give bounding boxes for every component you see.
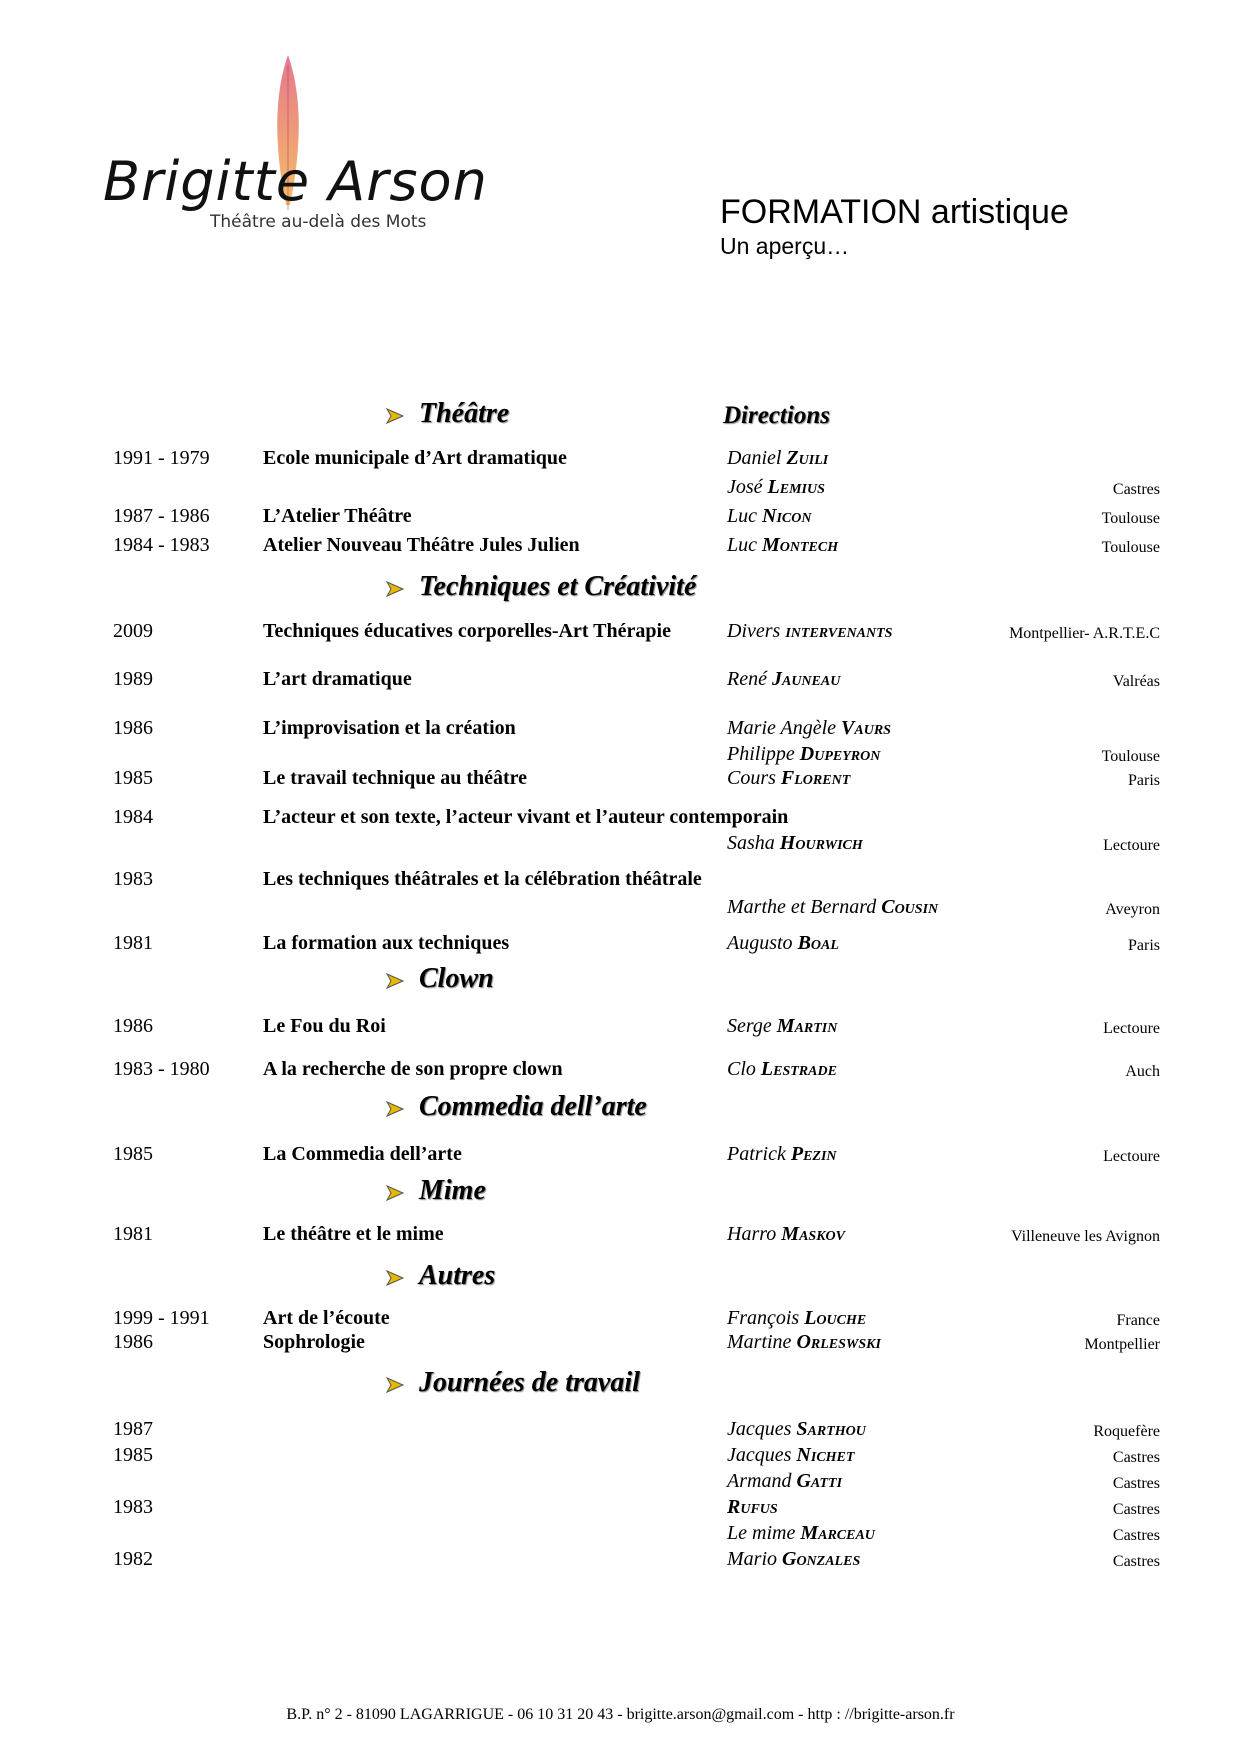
entry-course: Ecole municipale d’Art dramatique: [263, 447, 567, 469]
entry-director: Luc Nicon: [727, 505, 812, 527]
entry-place: Lectoure: [1103, 837, 1160, 854]
entry-place: Lectoure: [1103, 1020, 1160, 1037]
entry-director: Armand Gatti: [727, 1470, 843, 1492]
entry-director: Divers intervenants: [727, 620, 893, 642]
entry-year: 1983 - 1980: [113, 1058, 210, 1080]
entry-place: Paris: [1128, 772, 1160, 789]
section-heading-commedia: Commedia dell’arte: [385, 1091, 647, 1127]
entry-director: Augusto Boal: [727, 932, 839, 954]
entry-course: Atelier Nouveau Théâtre Jules Julien: [263, 534, 580, 556]
entry-director: Serge Martin: [727, 1015, 838, 1037]
entry-place: Castres: [1112, 1501, 1160, 1518]
entry-place: Toulouse: [1101, 539, 1160, 556]
entry-year: 1984 - 1983: [113, 534, 210, 556]
entry-place: Villeneuve les Avignon: [1011, 1228, 1160, 1245]
entry-year: 1989: [113, 668, 153, 690]
entry-year: 1986: [113, 1331, 153, 1353]
entry-director: Marie Angèle Vaurs: [727, 717, 891, 739]
entry-place: Lectoure: [1103, 1148, 1160, 1165]
entry-course: La Commedia dell’arte: [263, 1143, 462, 1165]
entry-director: Rufus: [727, 1496, 778, 1518]
entry-year: 1983: [113, 868, 153, 890]
entry-director: Marthe et Bernard Cousin: [727, 896, 939, 918]
arrow-bullet-icon: [385, 1179, 419, 1211]
entry-course: A la recherche de son propre clown: [263, 1058, 563, 1080]
entry-place: Auch: [1125, 1063, 1160, 1080]
section-heading-techniques: Techniques et Créativité: [385, 571, 696, 607]
entry-course: L’acteur et son texte, l’acteur vivant et l’auteur contemporain: [263, 806, 789, 828]
entry-year: 1985: [113, 1444, 153, 1466]
entry-year: 1986: [113, 1015, 153, 1037]
entry-director: François Louche: [727, 1307, 867, 1329]
logo-name: Brigitte Arson: [103, 150, 488, 213]
entry-place: Castres: [1112, 1475, 1160, 1492]
entry-year: 2009: [113, 620, 153, 642]
entry-director: Sasha Hourwich: [727, 832, 863, 854]
entry-place: France: [1116, 1312, 1160, 1329]
entry-year: 1999 - 1991: [113, 1307, 210, 1329]
arrow-bullet-icon: [385, 402, 419, 434]
entry-place: Valréas: [1112, 673, 1160, 690]
entry-place: Castres: [1112, 1553, 1160, 1570]
entry-director: René Jauneau: [727, 668, 841, 690]
section-heading-journees: Journées de travail: [385, 1367, 640, 1403]
entry-course: Le travail technique au théâtre: [263, 767, 528, 789]
entry-year: 1987: [113, 1418, 153, 1440]
directions-heading: Directions: [723, 402, 830, 429]
entry-place: Castres: [1112, 1527, 1160, 1544]
entry-course: Les techniques théâtrales et la célébration théâtrale: [263, 868, 702, 890]
entry-director: Philippe Dupeyron: [727, 743, 881, 765]
entry-course: L’Atelier Théâtre: [263, 505, 412, 527]
footer-contact: B.P. n° 2 - 81090 LAGARRIGUE - 06 10 31 20 43 - brigitte.arson@gmail.com - http : //brigitte-arson.fr: [286, 1706, 955, 1723]
entry-place: Montpellier: [1084, 1336, 1160, 1353]
entry-director: Daniel Zuili: [727, 447, 829, 469]
entry-course: Techniques éducatives corporelles-Art Thérapie: [263, 620, 671, 642]
section-heading-mime: Mime: [385, 1175, 486, 1211]
entry-course: Le Fou du Roi: [263, 1015, 386, 1037]
entry-year: 1982: [113, 1548, 153, 1570]
entry-place: Aveyron: [1105, 901, 1160, 918]
entry-director: Jacques Sarthou: [727, 1418, 866, 1440]
page-title: FORMATION artistique: [720, 193, 1069, 231]
entry-place: Roquefère: [1093, 1423, 1160, 1440]
entry-place: Castres: [1112, 1449, 1160, 1466]
entry-year: 1991 - 1979: [113, 447, 210, 469]
arrow-bullet-icon: [385, 967, 419, 999]
entry-director: Patrick Pezin: [727, 1143, 837, 1165]
entry-course: L’art dramatique: [263, 668, 412, 690]
entry-director: José Lemius: [727, 476, 825, 498]
entry-year: 1981: [113, 1223, 153, 1245]
arrow-bullet-icon: [385, 1095, 419, 1127]
arrow-bullet-icon: [385, 1371, 419, 1403]
section-heading-autres: Autres: [385, 1260, 495, 1296]
entry-director: Le mime Marceau: [727, 1522, 875, 1544]
section-heading-theatre: Théâtre: [385, 398, 509, 434]
entry-director: Cours Florent: [727, 767, 851, 789]
entry-director: Jacques Nichet: [727, 1444, 855, 1466]
entry-director: Clo Lestrade: [727, 1058, 837, 1080]
entry-year: 1983: [113, 1496, 153, 1518]
entry-course: L’improvisation et la création: [263, 717, 516, 739]
arrow-bullet-icon: [385, 575, 419, 607]
entry-course: Art de l’écoute: [263, 1307, 390, 1329]
entry-director: Luc Montech: [727, 534, 839, 556]
entry-year: 1985: [113, 1143, 153, 1165]
entry-course: Le théâtre et le mime: [263, 1223, 444, 1245]
entry-director: Harro Maskov: [727, 1223, 845, 1245]
entry-place: Paris: [1128, 937, 1160, 954]
page-subtitle: Un aperçu…: [720, 233, 850, 259]
section-heading-clown: Clown: [385, 963, 494, 999]
entry-place: Toulouse: [1101, 510, 1160, 527]
entry-director: Mario Gonzales: [727, 1548, 861, 1570]
entry-year: 1985: [113, 767, 153, 789]
entry-place: Castres: [1112, 481, 1160, 498]
entry-year: 1981: [113, 932, 153, 954]
entry-year: 1987 - 1986: [113, 505, 210, 527]
entry-year: 1986: [113, 717, 153, 739]
arrow-bullet-icon: [385, 1264, 419, 1296]
entry-year: 1984: [113, 806, 153, 828]
entry-course: La formation aux techniques: [263, 932, 510, 954]
entry-director: Martine Orleswski: [727, 1331, 881, 1353]
entry-place: Toulouse: [1101, 748, 1160, 765]
entry-place: Montpellier- A.R.T.E.C: [1009, 625, 1160, 642]
entry-course: Sophrologie: [263, 1331, 365, 1353]
logo-tagline: Théâtre au-delà des Mots: [210, 212, 427, 232]
